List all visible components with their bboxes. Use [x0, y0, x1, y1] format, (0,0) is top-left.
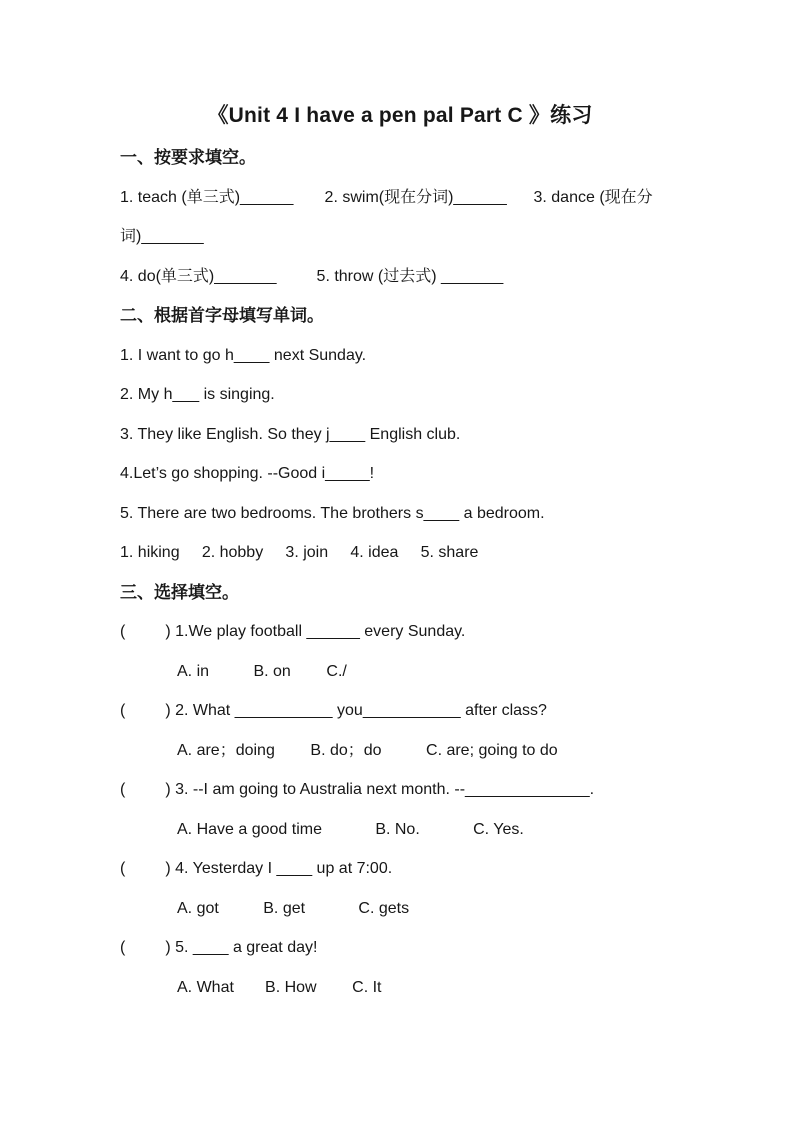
section2-item-2: 2. My h___ is singing.	[120, 386, 275, 403]
question-4-options: A. got B. get C. gets	[177, 899, 410, 917]
question-1-stem: ( ) 1.We play football ______ every Sunday.	[120, 623, 466, 640]
question-5-options: A. What B. How C. It	[177, 978, 382, 996]
section2-item-4: 4.Let’s go shopping. --Good i_____!	[120, 465, 375, 482]
section2-item-3: 3. They like English. So they j____ English club.	[120, 425, 461, 443]
question-5-stem: ( ) 5. ____ a great day!	[120, 939, 318, 956]
section2-heading: 二、根据首字母填写单词。	[120, 306, 324, 325]
section1-line-1: 1. teach (单三式)______ 2. swim(现在分词)______ 3. dance (现在分	[120, 188, 653, 206]
question-2-stem: ( ) 2. What ___________ you___________ after class?	[120, 702, 547, 719]
worksheet-content	[120, 94, 680, 1007]
question-3-stem: ( ) 3. --I am going to Australia next month. --______________.	[120, 781, 595, 798]
question-2-options: A. are；doing B. do；do C. are; going to do	[177, 741, 558, 759]
question-3-options: A. Have a good time B. No. C. Yes.	[177, 820, 524, 838]
question-1-options: A. in B. on C./	[177, 662, 347, 680]
section2-item-5: 5. There are two bedrooms. The brothers s____ a bedroom.	[120, 504, 545, 522]
section1-line-2: 4. do(单三式)_______ 5. throw (过去式) _______	[120, 267, 504, 285]
section2-item-1: 1. I want to go h____ next Sunday.	[120, 346, 367, 364]
section2-word-bank: 1. hiking 2. hobby 3. join 4. idea 5. share	[120, 544, 479, 561]
page-title: 《Unit 4 I have a pen pal Part C 》练习	[207, 104, 593, 127]
question-4-stem: ( ) 4. Yesterday I ____ up at 7:00.	[120, 860, 393, 877]
section3-heading: 三、选择填空。	[120, 582, 239, 602]
section1-heading: 一、按要求填空。	[120, 148, 256, 167]
section1-line-1-wrap: 词)_______	[120, 228, 204, 245]
